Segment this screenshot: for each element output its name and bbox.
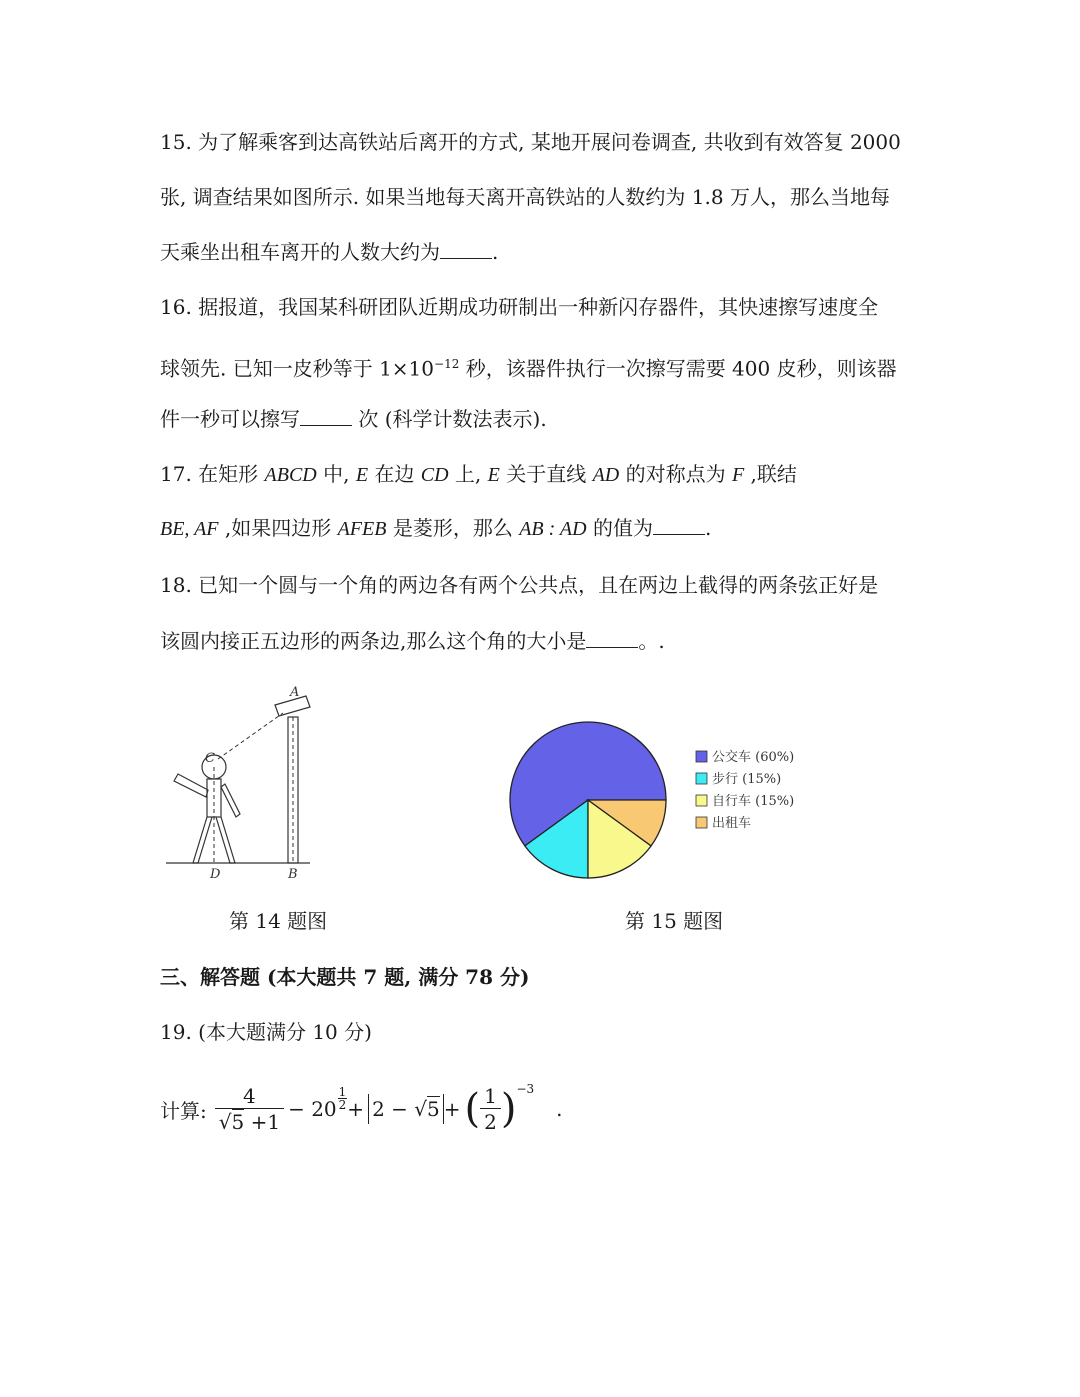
q19-frac1-denominator (215, 1109, 284, 1135)
figure-14-diagram (160, 680, 330, 885)
q19-exp-num: 1 (338, 1084, 347, 1099)
sqrt-icon: √ (414, 1097, 428, 1121)
q16-exponent: −12 (434, 357, 460, 371)
q17-text-11: . (704, 516, 712, 540)
fig14-right-leg (216, 817, 235, 863)
legend-label-3: 出租车 (712, 816, 752, 831)
q17-var-e: E (355, 464, 369, 486)
q15-line-2: 张, 调查结果如图所示. 如果当地每天离开高铁站的人数约为 1.8 万人，那么当地每 (160, 185, 890, 209)
legend-label-1: 步行 (15%) (712, 772, 782, 787)
legend-swatch-3 (696, 817, 707, 828)
q19-plus-b: + (443, 1097, 461, 1121)
q18-line-2 (160, 627, 665, 655)
q15-line-3-text: 天乘坐出租车离开的人数大约为 (160, 240, 440, 264)
q19-plus1: +1 (244, 1109, 281, 1134)
q17-text-7: ,联结 (744, 462, 797, 486)
q17-text-5: 关于直线 (499, 462, 593, 486)
q19-title: 19. (本大题满分 10 分) (160, 1020, 372, 1044)
pie-legend (696, 750, 794, 831)
q19-period: . (556, 1097, 563, 1121)
legend-swatch-2 (696, 795, 707, 806)
legend-swatch-0 (696, 751, 707, 762)
q17-var-e-2: E (487, 464, 500, 486)
q17-line-2 (160, 514, 711, 543)
fig14-label-c: C (205, 751, 215, 766)
q19-frac2-numerator: 1 (480, 1084, 501, 1109)
q18-line-2-end: 。. (638, 629, 665, 653)
q16-line-2-text: 球领先. 已知一皮秒等于 1×10 (160, 356, 435, 381)
q17-answer-blank (653, 514, 705, 535)
q15-line-3 (160, 238, 498, 266)
fig14-label-d: D (210, 867, 221, 882)
q17-line-1 (160, 460, 797, 489)
q19-frac2-denominator: 2 (484, 1109, 497, 1134)
q19-abs-value (368, 1094, 444, 1124)
q17-var-f: F (731, 464, 745, 486)
q17-var-be-af: BE, AF (160, 518, 219, 540)
q17-var-abcd: ABCD (264, 464, 317, 486)
q16-line-2-rest: 秒，该器件执行一次擦写需要 400 皮秒，则该器 (459, 356, 897, 381)
q17-text-9: 是菱形，那么 (386, 516, 520, 540)
q18-answer-blank (586, 627, 638, 648)
q17-var-cd: CD (420, 464, 449, 486)
q19-sqrt5-a: 5 (231, 1109, 245, 1134)
q18-line-1: 18. 已知一个圆与一个角的两边各有两个公共点，且在两边上截得的两条弦正好是 (160, 573, 879, 597)
right-paren-icon: ) (500, 1086, 517, 1132)
q19-exponent-half (338, 1086, 348, 1111)
q16-line-2 (160, 350, 897, 383)
q17-text-8: ,如果四边形 (218, 516, 338, 540)
q17-text-6: 的对称点为 (619, 462, 732, 486)
fig14-right-arm (221, 784, 240, 817)
q18-line-2-text: 该圆内接正五边形的两条边,那么这个角的大小是 (160, 629, 587, 653)
q19-abs-inner: 2 − (372, 1097, 415, 1121)
legend-label-2: 自行车 (15%) (712, 794, 795, 809)
q17-text-2: 中, (316, 462, 356, 486)
q17-text-4: 上, (448, 462, 488, 486)
q19-plus-a: + (347, 1097, 365, 1121)
q16-line-3-end: 次 (科学计数法表示). (352, 407, 547, 431)
q19-frac1-numerator: 4 (215, 1084, 284, 1109)
q16-answer-blank (300, 405, 352, 426)
q19-label: 计算: (160, 1098, 207, 1123)
fig15-caption: 第 15 题图 (625, 909, 724, 933)
q17-text-3: 在边 (368, 462, 421, 486)
q15-line-1: 15. 为了解乘客到达高铁站后离开的方式, 某地开展问卷调查, 共收到有效答复 2000 (160, 130, 901, 154)
q15-line-3-end: . (492, 240, 499, 264)
q19-fraction-2 (480, 1084, 501, 1135)
q16-line-1: 16. 据报道，我国某科研团队近期成功研制出一种新闪存器件，其快速擦写速度全 (160, 295, 879, 319)
q19-expression (160, 1078, 563, 1140)
legend-label-0: 公交车 (60%) (712, 750, 795, 765)
q16-line-3-text: 件一秒可以擦写 (160, 407, 300, 431)
q15-answer-blank (440, 238, 492, 259)
section-3-heading: 三、解答题 (本大题共 7 题, 满分 78 分) (160, 965, 530, 989)
sqrt-icon: √ (218, 1109, 232, 1134)
fig14-label-b: B (288, 867, 298, 882)
fig14-sight-line (218, 713, 283, 759)
q19-exp-den: 2 (338, 1097, 347, 1112)
left-paren-icon: ( (464, 1086, 481, 1132)
q19-sqrt5-b: 5 (427, 1097, 440, 1121)
legend-swatch-1 (696, 773, 707, 784)
q17-text-1: 17. 在矩形 (160, 462, 265, 486)
figure-15-pie-chart (500, 700, 820, 885)
fig14-label-a: A (290, 685, 300, 700)
fig14-left-leg (193, 817, 212, 863)
q16-line-3 (160, 405, 547, 433)
q17-text-10: 的值为 (586, 516, 653, 540)
fig14-left-arm (174, 774, 208, 797)
q17-var-ad: AD (592, 464, 620, 486)
q19-exponent-neg3: −3 (516, 1082, 535, 1096)
fig14-caption: 第 14 题图 (229, 909, 328, 933)
q19-minus20: − 20 (288, 1097, 337, 1121)
q17-var-afeb: AFEB (337, 518, 387, 540)
pie-slices (510, 722, 666, 878)
q19-fraction-1 (215, 1084, 284, 1135)
q17-var-ratio: AB : AD (519, 518, 587, 540)
